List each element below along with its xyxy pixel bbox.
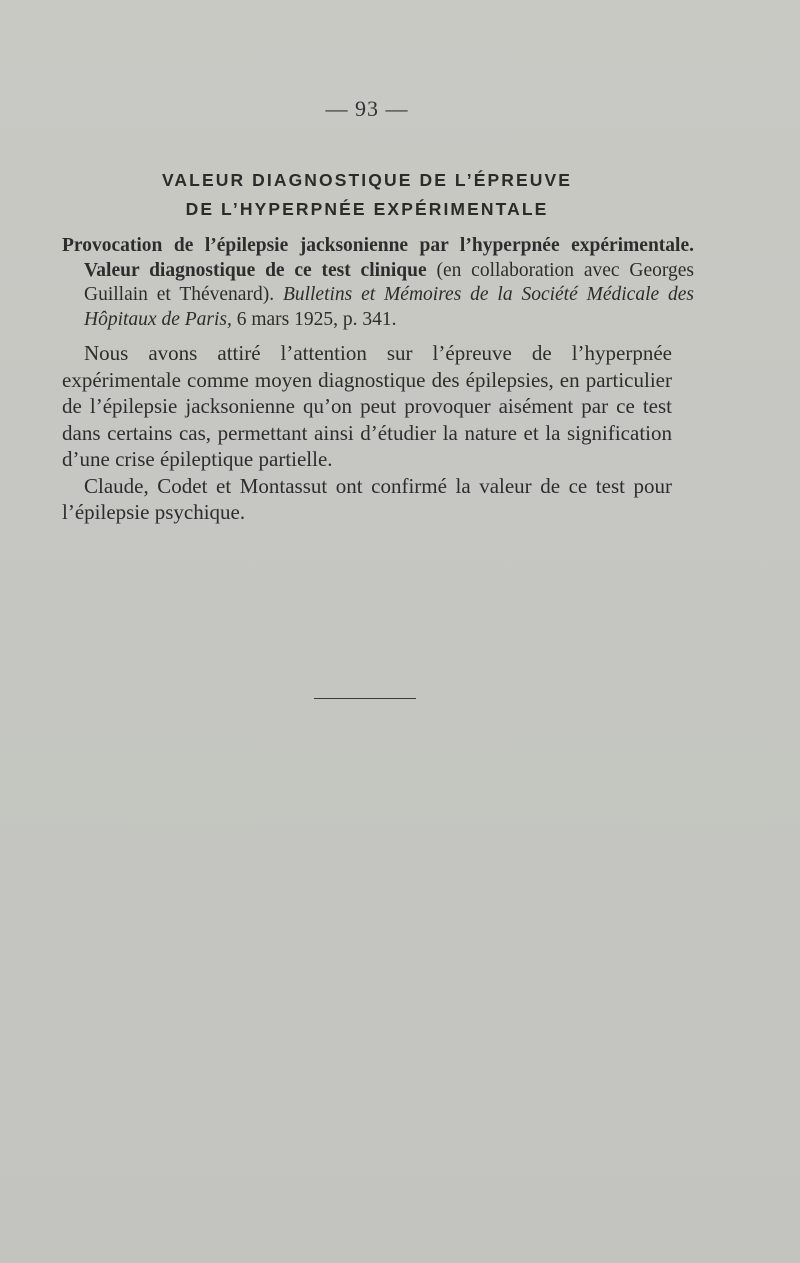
paragraph-2: Claude, Codet et Montassut ont confirmé la valeur de ce test pour l’épilepsie psychique. [62, 473, 672, 524]
entry-journal: Bulletins et Mémoires de la Société Médicale des Hôpitaux de Paris, [84, 284, 694, 330]
entry-title: Provocation de l’épilepsie jacksonienne par l’hyperpnée expérimentale. Valeur diagnostique de ce test clinique [62, 235, 694, 281]
section-title-line-2: DE L’HYPERPNÉE EXPÉRIMENTALE [185, 199, 549, 219]
entry-collaboration: (en collaboration avec Georges Guillain et Thévenard). [84, 259, 695, 305]
section-divider [314, 698, 416, 699]
entry-citation: 6 mars 1925, p. 341. [231, 308, 397, 330]
page-number: — 93 — [325, 96, 409, 121]
body-text [62, 340, 672, 526]
bibliography-entry [62, 234, 694, 332]
section-title-line-1: VALEUR DIAGNOSTIQUE DE L’ÉPREUVE [161, 170, 573, 190]
section-title [62, 166, 672, 224]
paragraph-1: Nous avons attiré l’attention sur l’épreuve de l’hyperpnée expérimentale comme moyen diagnostique des épilepsies, en particulier de l’épilepsie jacksonienne qu’on peut provoquer aisément par ce test dans certains cas, permettant ainsi d’étudier la nature et la signification d’une crise épileptique partielle. [62, 341, 672, 471]
